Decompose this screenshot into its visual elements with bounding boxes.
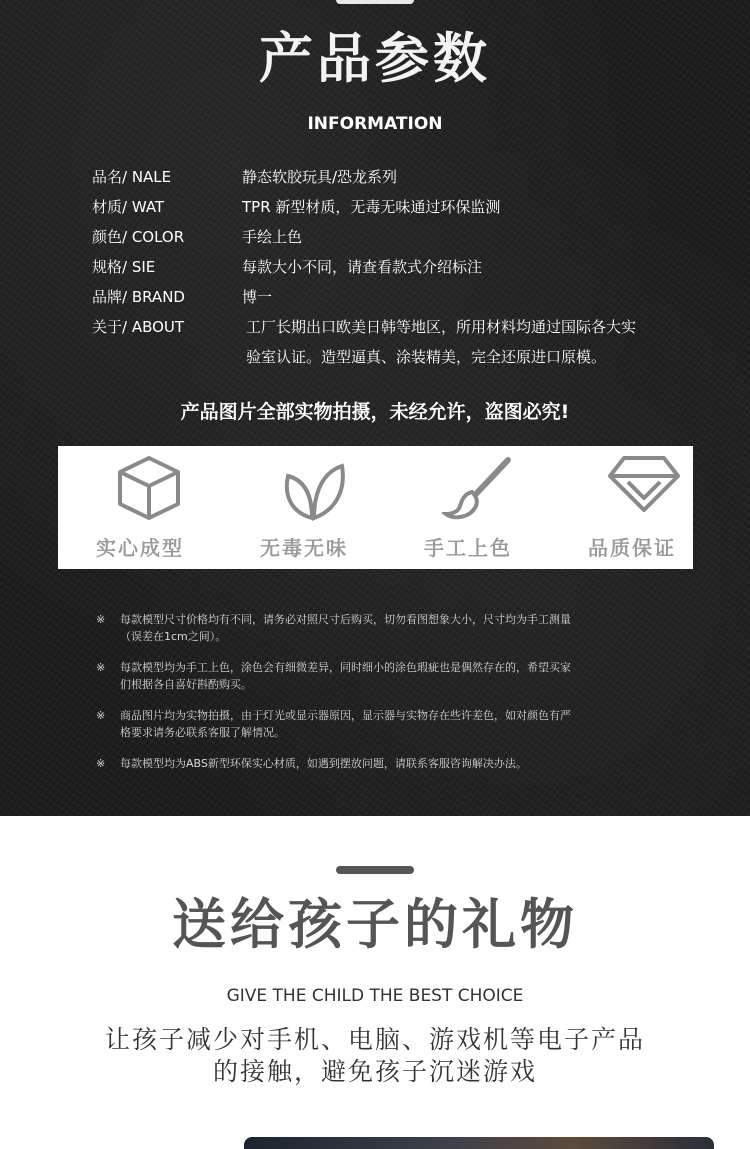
row-label-size: 规格/ SIE bbox=[92, 258, 156, 276]
leaf-icon bbox=[278, 454, 348, 524]
note-item bbox=[96, 611, 656, 645]
feature-panel bbox=[58, 446, 693, 569]
gift-description-line2: 的接触，避免孩子沉迷游戏 bbox=[212, 1057, 537, 1086]
row-value-name: 静态软胶玩具/恐龙系列 bbox=[242, 168, 398, 186]
row-value-brand: 博一 bbox=[242, 288, 273, 306]
feature-handpaint bbox=[398, 446, 556, 569]
diamond-icon bbox=[606, 454, 682, 514]
note-mark: ※ bbox=[96, 709, 106, 722]
gift-subtitle: GIVE THE CHILD THE BEST CHOICE bbox=[226, 986, 524, 1006]
note-mark: ※ bbox=[96, 757, 106, 770]
row-label-about: 关于/ ABOUT bbox=[92, 318, 185, 336]
row-label-brand: 品牌/ BRAND bbox=[92, 288, 185, 306]
note-line: 格要求请务必联系客服了解情况。 bbox=[120, 726, 285, 739]
cube-icon bbox=[114, 454, 184, 524]
note-line: 每款模型均为ABS新型环保实心材质，如遇到摆放问题，请联系客服咨询解决办法。 bbox=[120, 757, 527, 770]
row-value-size: 每款大小不同，请查看款式介绍标注 bbox=[242, 258, 483, 276]
product-photo bbox=[244, 1137, 714, 1149]
row-value-material: TPR 新型材质，无毒无味通过环保监测 bbox=[242, 198, 501, 216]
note-mark: ※ bbox=[96, 613, 106, 626]
gift-title: 送给孩子的礼物 bbox=[172, 893, 578, 956]
feature-label: 手工上色 bbox=[424, 536, 512, 560]
note-item bbox=[96, 707, 656, 741]
row-label-color: 颜色/ COLOR bbox=[92, 228, 185, 246]
note-line: （误差在1cm之间）。 bbox=[120, 630, 227, 643]
row-value-color: 手绘上色 bbox=[242, 228, 303, 246]
feature-label: 无毒无味 bbox=[260, 536, 348, 560]
paintbrush-icon bbox=[442, 454, 512, 524]
note-line: 商品图片均为实物拍摄，由于灯光或显示器原因，显示器与实物存在些许差色，如对颜色有严 bbox=[120, 709, 571, 722]
note-line: 每款模型均为手工上色，涂色会有细微差异，同时细小的涂色瑕疵也是偶然存在的，希望买家 bbox=[120, 661, 571, 674]
feature-label: 实心成型 bbox=[96, 536, 184, 560]
note-item bbox=[96, 659, 656, 693]
note-mark: ※ bbox=[96, 661, 106, 674]
row-value-about-cont: 验室认证。造型逼真、涂装精美，完全还原进口原模。 bbox=[246, 348, 607, 366]
decorative-bar bbox=[336, 0, 414, 4]
row-label-name: 品名/ NALE bbox=[92, 168, 172, 186]
feature-label: 品质保证 bbox=[588, 536, 676, 560]
gift-description-line1: 让孩子减少对手机、电脑、游戏机等电子产品 bbox=[104, 1025, 645, 1054]
info-heading: INFORMATION bbox=[307, 114, 443, 134]
copyright-notice: 产品图片全部实物拍摄，未经允许，盗图必究! bbox=[180, 401, 570, 423]
params-title: 产品参数 bbox=[259, 27, 491, 90]
feature-nontoxic bbox=[234, 446, 392, 569]
feature-quality bbox=[562, 446, 720, 569]
row-value-about: 工厂长期出口欧美日韩等地区，所用材料均通过国际各大实 bbox=[246, 318, 637, 336]
decorative-bar bbox=[336, 866, 414, 874]
row-label-material: 材质/ WAT bbox=[92, 198, 165, 216]
note-item bbox=[96, 755, 656, 772]
feature-solid bbox=[70, 446, 228, 569]
note-line: 每款模型尺寸价格均有不同，请务必对照尺寸后购买，切勿看图想象大小，尺寸均为手工测量 bbox=[120, 613, 571, 626]
note-line: 们根据各自喜好斟酌购买。 bbox=[120, 678, 252, 691]
